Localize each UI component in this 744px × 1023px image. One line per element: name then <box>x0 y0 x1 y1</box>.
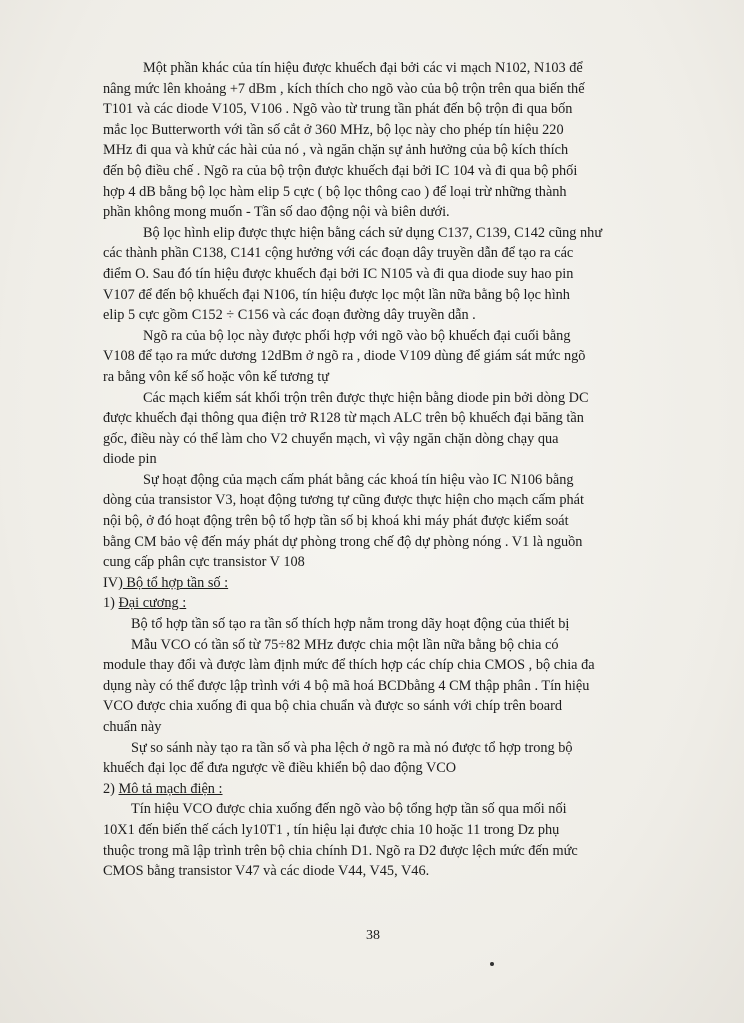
section-number: 2) <box>103 780 119 797</box>
text-line: CMOS bằng transistor V47 và các diode V44, V45, V46. <box>103 863 430 880</box>
text-line: Sự so sánh này tạo ra tần số và pha lệch ở ngõ ra mà nó được tổ hợp trong bộ <box>131 739 573 756</box>
section-number: IV) <box>103 574 123 591</box>
text-line: thuộc trong mã lập trình trên bộ chia chính D1. Ngõ ra D2 được lệch mức đến mức <box>103 842 578 859</box>
text-line: điểm O. Sau đó tín hiệu được khuếch đại bởi IC N105 và đi qua diode suy hao pin <box>103 265 574 282</box>
text-line: Ngõ ra của bộ lọc này được phối hợp với ngõ vào bộ khuếch đại cuối bằng <box>143 327 571 344</box>
text-line: VCO được chia xuống đi qua bộ chia chuẩn và được so sánh với chíp trên board <box>103 698 563 715</box>
text-line: Mẫu VCO có tần số từ 75÷82 MHz được chia một lần nữa bằng bộ chia có <box>131 636 559 653</box>
section-number: 1) <box>103 595 119 612</box>
scan-speck <box>490 962 494 966</box>
text-line: T101 và các diode V105, V106 . Ngõ vào từ trung tần phát đến bộ trộn đi qua bốn <box>103 101 573 118</box>
section-heading-4-2 <box>103 779 663 800</box>
paragraph-7 <box>103 738 663 779</box>
text-line: được khuếch đại thông qua điện trở R128 từ mạch ALC trên bộ khuếch đại băng tần <box>103 410 584 427</box>
text-line: cung cấp phân cực transistor V 108 <box>103 554 305 571</box>
text-line: elip 5 cực gồm C152 ÷ C156 và các đoạn đường dây truyền dẫn . <box>103 307 476 324</box>
text-line: khuếch đại lọc để đưa ngược về điều khiển bộ dao động VCO <box>103 760 457 777</box>
paragraph-1 <box>103 58 663 223</box>
text-line: các thành phần C138, C141 cộng hưởng với các đoạn dây truyền dẫn để tạo ra các <box>103 245 574 262</box>
section-heading-4-1 <box>103 593 663 614</box>
paragraph-2 <box>103 223 663 326</box>
paragraph-8 <box>103 799 663 881</box>
text-line: MHz đi qua và khử các hài của nó , và ngăn chặn sự ảnh hưởng của bộ kích thích <box>103 142 569 159</box>
text-line: V107 để đến bộ khuếch đại N106, tín hiệu được lọc một lần nữa bằng bộ lọc hình <box>103 286 570 303</box>
text-line: Một phần khác của tín hiệu được khuếch đại bởi các vi mạch N102, N103 để <box>143 60 583 76</box>
text-line: nội bộ, ở đó hoạt động trên bộ tổ hợp tần số bị khoá khi máy phát được kiểm soát <box>103 513 569 530</box>
text-line: dụng này có thể được lập trình với 4 bộ mã hoá BCDbằng 4 CM thập phân . Tín hiệu <box>103 677 590 694</box>
text-line: gốc, điều này có thể làm cho V2 chuyển mạch, vì vậy ngăn chặn dòng chạy qua <box>103 430 559 447</box>
section-heading-4 <box>103 573 663 594</box>
section-title: Mô tả mạch điện : <box>118 780 223 797</box>
paragraph-5 <box>103 470 663 573</box>
text-line: Sự hoạt động của mạch cấm phát bằng các khoá tín hiệu vào IC N106 bằng <box>143 471 574 488</box>
text-line: Bộ lọc hình elip được thực hiện bằng cách sử dụng C137, C139, C142 cũng như <box>143 224 603 241</box>
text-line: V108 để tạo ra mức dương 12dBm ở ngõ ra , diode V109 dùng để giám sát mức ngõ <box>103 348 586 365</box>
document-body <box>103 58 663 882</box>
text-line: đến bộ điều chế . Ngõ ra của bộ trộn được khuếch đại bởi IC 104 và đi qua bộ phối <box>103 162 578 179</box>
text-line: Bộ tổ hợp tần số tạo ra tần số thích hợp nằm trong dãy hoạt động của thiết bị <box>131 616 570 633</box>
text-line: dòng của transistor V3, hoạt động tương tự cũng được thực hiện cho mạch cấm phát <box>103 492 585 509</box>
text-line: phần không mong muốn - Tần số dao động nội và biên dưới. <box>103 204 450 221</box>
text-line: nâng mức lên khoảng +7 dBm , kích thích cho ngõ vào của bộ trộn trên qua biến thế <box>103 80 585 97</box>
text-line: ra bằng vôn kế số hoặc vôn kế tương tự <box>103 368 329 385</box>
paragraph-3 <box>103 326 663 388</box>
page-number: 38 <box>366 928 380 943</box>
text-line: bằng CM bảo vệ đến máy phát dự phòng trong chế độ dự phòng nóng . V1 là nguồn <box>103 533 583 550</box>
text-line: 10X1 đến biến thế cách ly10T1 , tín hiệu lại được chia 10 hoặc 11 trong Dz phụ <box>103 821 560 838</box>
paragraph-4 <box>103 388 663 470</box>
text-line: module thay đổi và được làm định mức để thích hợp các chíp chia CMOS , bộ chia đa <box>103 657 595 674</box>
text-line: Tín hiệu VCO được chia xuống đến ngõ vào bộ tổng hợp tần số qua mối nối <box>131 801 567 818</box>
paragraph-6 <box>103 614 663 738</box>
section-title: Bộ tổ hợp tần số : <box>122 574 229 591</box>
text-line: hợp 4 dB bằng bộ lọc hàm elip 5 cực ( bộ lọc thông cao ) để loại trừ những thành <box>103 183 567 200</box>
text-line: chuẩn này <box>103 719 162 735</box>
text-line: diode pin <box>103 451 157 468</box>
section-title: Đại cương : <box>118 595 187 612</box>
text-line: Các mạch kiểm sát khối trộn trên được thực hiện bằng diode pin bởi dòng DC <box>143 389 589 406</box>
text-line: mắc lọc Butterworth với tần số cắt ở 360 MHz, bộ lọc này cho phép tín hiệu 220 <box>103 121 564 138</box>
